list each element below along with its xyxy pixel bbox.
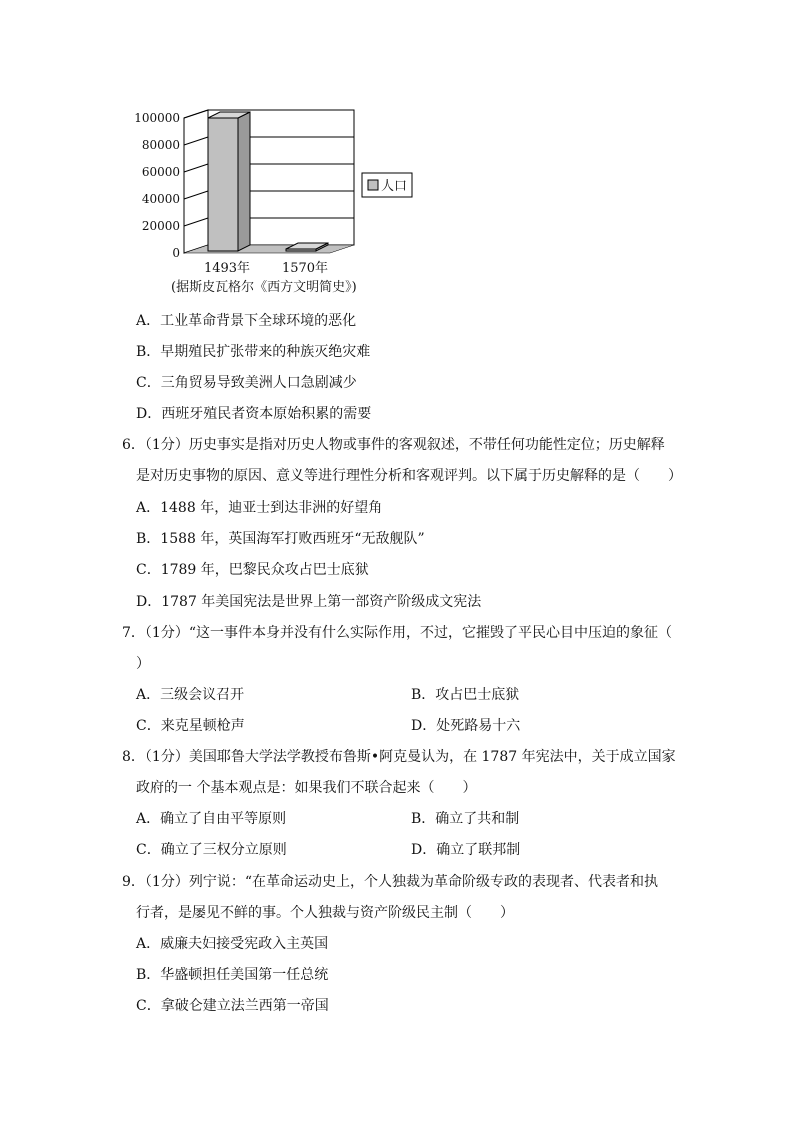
q5-option-c: C．三角贸易导致美洲人口急剧减少 <box>136 375 357 391</box>
x-tick-label: 1493年 <box>203 261 251 276</box>
y-tick-label: 40000 <box>141 192 180 206</box>
q8-option-a: A．确立了自由平等原则 <box>136 811 287 827</box>
q7-stem-line1: 7．（1分）“这一事件本身并没有什么实际作用，不过，它摧毁了平民心目中压迫的象征（ <box>122 625 672 641</box>
q9-option-b: B．华盛顿担任美国第一任总统 <box>136 967 329 983</box>
q6-option-b: B．1588 年，英国海军打败西班牙“无敌舰队” <box>136 531 425 547</box>
q9-stem-line2: 行者，是屡见不鲜的事。个人独裁与资产阶级民主制（ ） <box>136 905 514 921</box>
legend-swatch <box>368 180 378 190</box>
q7-option-c: C．来克星顿枪声 <box>136 718 245 734</box>
population-chart <box>0 0 794 300</box>
chart-svg <box>0 0 794 300</box>
bar-side <box>238 112 250 251</box>
q7-stem-line2: ） <box>136 656 150 672</box>
q6-option-a: A．1488 年，迪亚士到达非洲的好望角 <box>136 500 383 516</box>
q7-option-b: B．攻占巴士底狱 <box>411 687 520 703</box>
q8-option-d: D．确立了联邦制 <box>411 842 521 858</box>
q9-option-a: A．威廉夫妇接受宪政入主英国 <box>136 936 329 952</box>
bar <box>208 118 238 251</box>
y-tick-label: 100000 <box>134 111 180 125</box>
q8-option-b: B．确立了共和制 <box>411 811 520 827</box>
y-tick-label: 80000 <box>141 138 180 152</box>
q7-option-a: A．三级会议召开 <box>136 687 245 703</box>
x-tick-label: 1570年 <box>281 261 329 276</box>
chart-side-wall <box>184 110 208 253</box>
q5-option-b: B．早期殖民扩张带来的种族灭绝灾难 <box>136 344 371 360</box>
q5-option-a: A．工业革命背景下全球环境的恶化 <box>136 313 357 329</box>
q9-stem-line1: 9．（1分）列宁说：“在革命运动史上，个人独裁为革命阶级专政的表现者、代表者和执 <box>122 874 658 890</box>
q6-option-c: C．1789 年，巴黎民众攻占巴士底狱 <box>136 562 369 578</box>
q8-stem-line2: 政府的一 个基本观点是：如果我们不联合起来（ ） <box>136 780 477 796</box>
q8-option-c: C．确立了三权分立原则 <box>136 842 287 858</box>
q9-option-c: C．拿破仑建立法兰西第一帝国 <box>136 998 329 1014</box>
q6-stem-line2: 是对历史事物的原因、意义等进行理性分析和客观评判。以下属于历史解释的是（ ） <box>136 468 682 484</box>
legend-label: 人口 <box>381 179 408 194</box>
y-tick-label: 0 <box>172 246 180 260</box>
bar <box>286 249 316 251</box>
q5-option-d: D．西班牙殖民者资本原始积累的需要 <box>136 406 372 422</box>
chart-source: (据斯皮瓦格尔《西方文明简史》) <box>171 280 357 295</box>
q8-stem-line1: 8．（1分）美国耶鲁大学法学教授布鲁斯•阿克曼认为，在 1787 年宪法中，关于成立国家 <box>122 749 676 765</box>
y-tick-label: 20000 <box>141 219 180 233</box>
q6-stem-line1: 6．（1分）历史事实是指对历史人物或事件的客观叙述，不带任何功能性定位；历史解释 <box>122 437 665 453</box>
y-tick-label: 60000 <box>141 165 180 179</box>
q6-option-d: D．1787 年美国宪法是世界上第一部资产阶级成文宪法 <box>136 594 482 610</box>
q7-option-d: D．处死路易十六 <box>411 718 521 734</box>
